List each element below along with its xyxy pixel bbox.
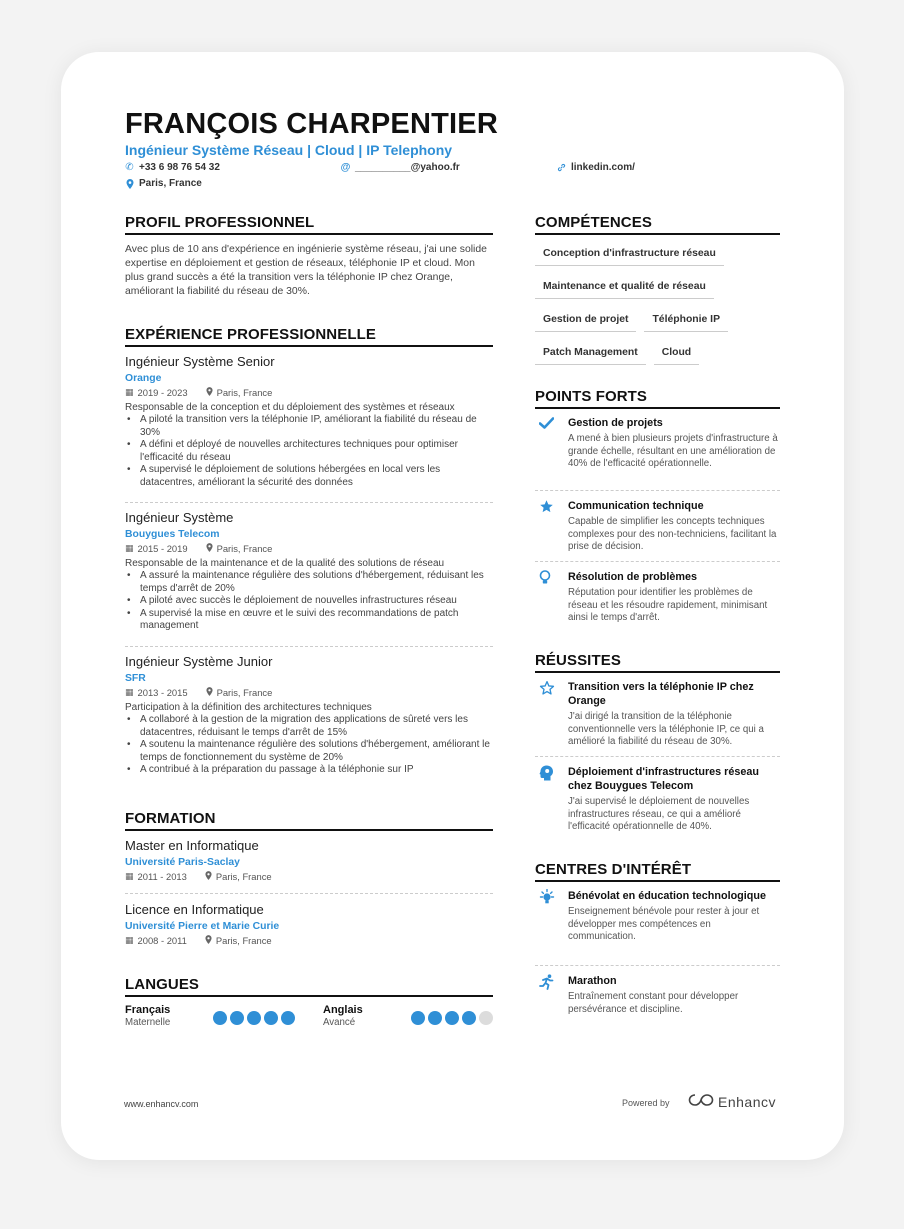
bullet-item: • A contribué à la préparation du passage à la téléphonie sur IP: [125, 764, 493, 777]
education-entry: [125, 838, 493, 882]
job-meta: [125, 687, 493, 698]
language-level: Maternelle: [125, 1017, 171, 1028]
enhancv-logo-icon: [688, 1093, 714, 1110]
rating-dot-filled: [281, 1011, 295, 1025]
rating-dot-filled: [428, 1011, 442, 1025]
skill-chip: Conception d'infrastructure réseau: [535, 243, 724, 266]
interest-title: Bénévolat en éducation technologique: [568, 890, 766, 902]
job-bullets: [125, 714, 493, 777]
education-location: Paris, France: [215, 871, 272, 882]
achievement-item: [535, 765, 780, 834]
education-location: Paris, France: [215, 935, 272, 946]
bullet-item: • A collaboré à la gestion de la migration des applications de sûreté vers les datacentres, réduisant le temps d'arrêt de 15%: [125, 714, 493, 739]
job-description: Participation à la définition des architectures techniques: [125, 702, 372, 713]
job-entry: [125, 654, 493, 777]
rating-dot-empty: [479, 1011, 493, 1025]
divider: [535, 965, 780, 966]
divider: [125, 502, 493, 503]
footer-brand[interactable]: [688, 1093, 776, 1110]
bullet-item: • A piloté avec succès le déploiement de nouvelles infrastructures réseau: [125, 595, 493, 608]
education-entry: [125, 902, 493, 946]
calendar-icon: ▦: [125, 387, 134, 397]
divider: [535, 490, 780, 491]
at-icon: @: [340, 162, 351, 173]
strength-item: [535, 499, 780, 554]
skill-chip: Patch Management: [535, 342, 646, 365]
interest-desc: Entraînement constant pour développer persévérance et discipline.: [568, 991, 739, 1015]
skill-chip: Gestion de projet: [535, 309, 636, 332]
section-title-experience: EXPÉRIENCE PROFESSIONNELLE: [125, 326, 493, 347]
location-text: Paris, France: [139, 178, 202, 189]
job-title: Ingénieur Système Senior: [125, 354, 275, 369]
runner-icon: [535, 974, 568, 1016]
language-name: Anglais: [323, 1004, 363, 1016]
footer-powered-by: Powered by: [622, 1098, 670, 1108]
skill-chip: Maintenance et qualité de réseau: [535, 276, 714, 299]
job-location: Paris, France: [216, 543, 273, 554]
section-title-profile: PROFIL PROFESSIONNEL: [125, 214, 493, 235]
education-meta: [125, 935, 493, 946]
job-title: Ingénieur Système Junior: [125, 654, 273, 669]
calendar-icon: ▦: [125, 935, 134, 945]
education-dates: 2008 - 2011: [137, 935, 187, 946]
section-title-languages: LANGUES: [125, 976, 493, 997]
language-level: Avancé: [323, 1017, 356, 1028]
section-title-achievements: RÉUSSITES: [535, 652, 780, 673]
school-name: Université Paris-Saclay: [125, 857, 240, 868]
education-dates: 2011 - 2013: [137, 871, 187, 882]
contact-location: [125, 178, 202, 189]
rating-dot-filled: [264, 1011, 278, 1025]
bulb-idea-icon: [535, 889, 568, 944]
phone-text: +33 6 98 76 54 32: [139, 162, 220, 173]
strength-item: [535, 570, 780, 625]
interest-desc: Enseignement bénévole pour rester à jour et développer mes compétences en communication.: [568, 906, 760, 943]
lightbulb-icon: [535, 570, 568, 625]
job-dates: 2015 - 2019: [137, 543, 188, 554]
location-pin-icon: [206, 387, 213, 398]
location-pin-icon: [125, 179, 134, 189]
location-pin-icon: [205, 935, 212, 946]
strength-title: Gestion de projets: [568, 417, 663, 429]
divider: [535, 561, 780, 562]
head-brain-icon: [535, 765, 568, 834]
rating-dot-filled: [462, 1011, 476, 1025]
job-meta: [125, 543, 493, 554]
language-name: Français: [125, 1004, 171, 1016]
job-title: Ingénieur Système: [125, 510, 234, 525]
calendar-icon: ▦: [125, 687, 134, 697]
bullet-item: • A supervisé le déploiement de solutions hébergées en local vers les datacentres, améliorant la sécurité des données: [125, 464, 493, 489]
brand-name: Enhancv: [718, 1093, 776, 1110]
section-title-skills: COMPÉTENCES: [535, 214, 780, 235]
section-title-strengths: POINTS FORTS: [535, 388, 780, 409]
job-entry: [125, 354, 493, 490]
job-dates: 2019 - 2023: [137, 387, 188, 398]
job-location: Paris, France: [216, 687, 273, 698]
divider: [125, 646, 493, 647]
contact-phone: [125, 162, 220, 173]
calendar-icon: ▦: [125, 543, 134, 553]
job-bullets: [125, 414, 493, 490]
bullet-item: • A défini et déployé de nouvelles architectures techniques pour optimiser l'efficacité du réseau: [125, 439, 493, 464]
skill-chip: Cloud: [654, 342, 699, 365]
profile-summary: Avec plus de 10 ans d'expérience en ingénierie système réseau, j'ai une solide expertise en déploiement et gestion de réseaux, téléphonie IP et cloud. Mon plus grand succès a été la transition vers la téléphonie IP chez Orange, améliorant la fiabilité du réseau de 30%.: [125, 244, 487, 297]
section-title-interests: CENTRES D'INTÉRÊT: [535, 861, 780, 882]
education-meta: [125, 871, 493, 882]
job-entry: [125, 510, 493, 633]
location-pin-icon: [206, 687, 213, 698]
job-location: Paris, France: [216, 387, 273, 398]
rating-dot-filled: [445, 1011, 459, 1025]
strength-title: Communication technique: [568, 500, 704, 512]
location-pin-icon: [205, 871, 212, 882]
check-icon: [535, 416, 568, 471]
rating-dot-filled: [411, 1011, 425, 1025]
section-title-education: FORMATION: [125, 810, 493, 831]
rating-dot-filled: [230, 1011, 244, 1025]
skills-list: [535, 243, 780, 375]
contact-email[interactable]: [341, 162, 460, 173]
link-icon: [557, 163, 566, 172]
interest-item: [535, 889, 780, 944]
candidate-name: FRANÇOIS CHARPENTIER: [125, 108, 498, 140]
linkedin-text[interactable]: linkedin.com/: [571, 162, 635, 173]
divider: [535, 756, 780, 757]
bullet-item: • A soutenu la maintenance régulière des solutions d'hébergement, améliorant le temps de fonctionnement du système de 20%: [125, 739, 493, 764]
company-name: Orange: [125, 373, 162, 384]
strength-desc: Réputation pour identifier les problèmes de réseau et les résoudre rapidement, minimisant ainsi le temps d'arrêt.: [568, 587, 768, 624]
bullet-item: • A supervisé la mise en œuvre et le suivi des recommandations de patch management: [125, 608, 493, 633]
job-bullets: [125, 570, 493, 633]
star-sparkle-icon: [535, 499, 568, 554]
bullet-item: • A assuré la maintenance régulière des solutions d'hébergement, réduisant les temps d'arrêt de 20%: [125, 570, 493, 595]
strength-title: Résolution de problèmes: [568, 571, 697, 583]
company-name: Bouygues Telecom: [125, 529, 220, 540]
strength-desc: Capable de simplifier les concepts techniques complexes pour des non-techniciens, facilitant la prise de décision.: [568, 516, 777, 553]
bullet-item: • A piloté la transition vers la téléphonie IP, améliorant la fiabilité du réseau de 30%: [125, 414, 493, 439]
interest-title: Marathon: [568, 975, 617, 987]
divider: [125, 893, 493, 894]
contact-linkedin[interactable]: [557, 162, 635, 173]
rating-dot-filled: [213, 1011, 227, 1025]
strength-desc: A mené à bien plusieurs projets d'infrastructure à grande échelle, résultant en une amélioration de 40% de l'efficacité opérationnelle.: [568, 433, 778, 470]
achievement-item: [535, 680, 780, 749]
job-description: Responsable de la maintenance et de la qualité des solutions de réseau: [125, 558, 445, 569]
job-dates: 2013 - 2015: [137, 687, 188, 698]
interest-item: [535, 974, 780, 1016]
job-description: Responsable de la conception et du déploiement des systèmes et réseaux: [125, 402, 455, 413]
school-name: Université Pierre et Marie Curie: [125, 921, 280, 932]
language-rating: [213, 1011, 295, 1025]
degree-title: Licence en Informatique: [125, 902, 264, 917]
language-rating: [411, 1011, 493, 1025]
language-item: [125, 1004, 170, 1028]
footer-site-link[interactable]: www.enhancv.com: [124, 1099, 199, 1109]
star-icon: [535, 680, 568, 749]
phone-icon: ✆: [125, 162, 134, 173]
achievement-desc: J'ai supervisé le déploiement de nouvelles infrastructures réseau, ce qui a amélioré l'efficacité opérationnelle de 40%.: [568, 796, 750, 833]
company-name: SFR: [125, 673, 146, 684]
achievement-title: Transition vers la téléphonie IP chez Orange: [568, 681, 754, 707]
achievement-desc: J'ai dirigé la transition de la téléphonie conventionnelle vers la téléphonie IP, ce qui a amélioré la fiabilité du réseau de 30%.: [568, 711, 764, 748]
strength-item: [535, 416, 780, 471]
rating-dot-filled: [247, 1011, 261, 1025]
language-item: [323, 1004, 363, 1028]
achievement-title: Déploiement d'infrastructures réseau chez Bouygues Telecom: [568, 766, 759, 792]
location-pin-icon: [206, 543, 213, 554]
job-meta: [125, 387, 493, 398]
skill-chip: Téléphonie IP: [644, 309, 728, 332]
candidate-title: Ingénieur Système Réseau | Cloud | IP Telephony: [125, 142, 453, 158]
degree-title: Master en Informatique: [125, 838, 259, 853]
calendar-icon: ▦: [125, 871, 134, 881]
email-text[interactable]: __________@yahoo.fr: [355, 162, 460, 173]
